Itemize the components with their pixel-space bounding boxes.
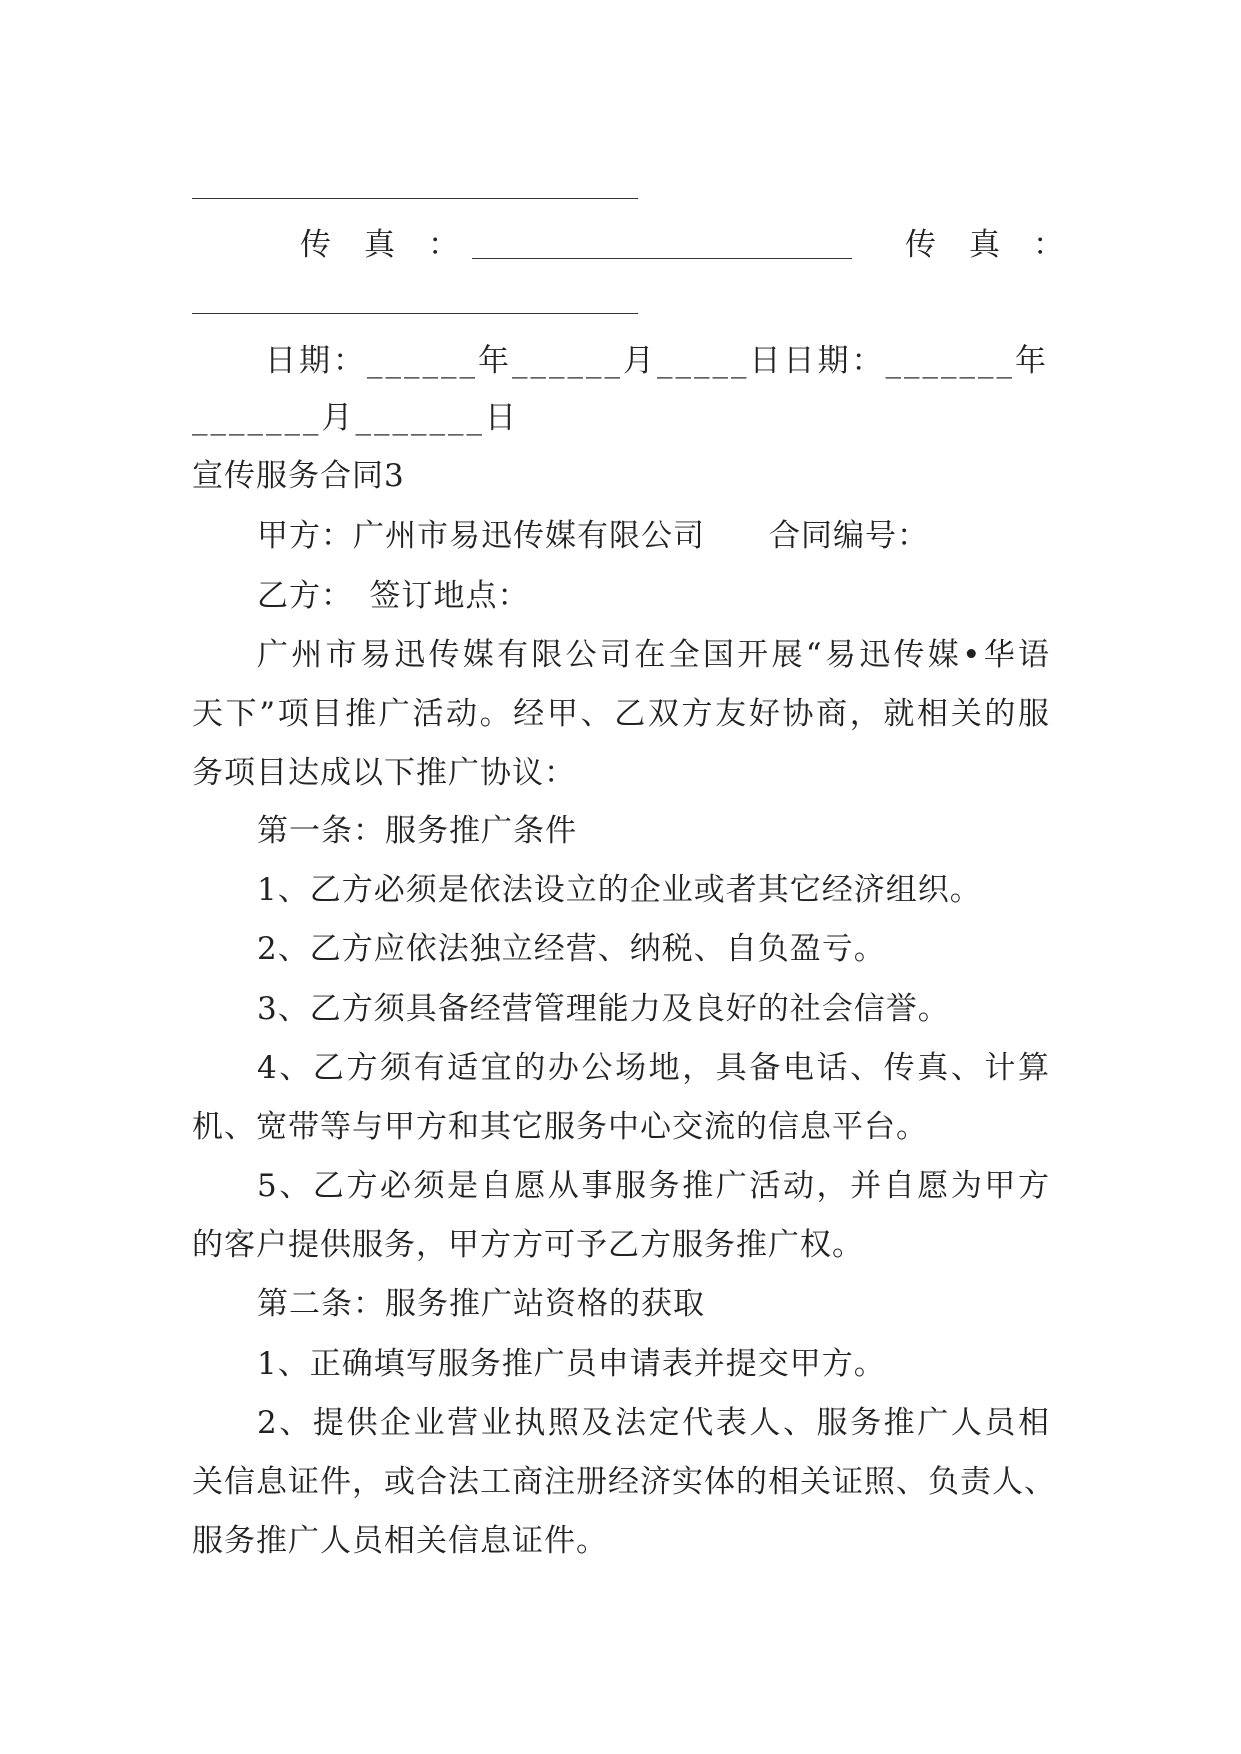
blank-line-2 [192, 313, 638, 314]
article-1-item-1: 1、乙方必须是依法设立的企业或者其它经济组织。 [257, 872, 982, 908]
article-2-item-2-line-1: 2、提供企业营业执照及法定代表人、服务推广人员相 [257, 1405, 1050, 1441]
blank-line-1 [192, 198, 638, 199]
article-1-item-5-line-1: 5、乙方必须是自愿从事服务推广活动，并自愿为甲方 [257, 1168, 1050, 1204]
fax-blank-left [472, 258, 852, 259]
article-1-item-4-line-2: 机、宽带等与甲方和其它服务中心交流的信息平台。 [192, 1109, 928, 1145]
intro-line-3: 务项目达成以下推广协议： [192, 755, 576, 791]
fax-label-left: 传 真 ： [300, 227, 460, 263]
article-1-item-5-line-2: 的客户提供服务，甲方方可予乙方服务推广权。 [192, 1227, 864, 1263]
article-2-item-1: 1、正确填写服务推广员申请表并提交甲方。 [257, 1346, 886, 1382]
article-2-title: 第二条：服务推广站资格的获取 [257, 1286, 705, 1322]
intro-line-1: 广州市易迅传媒有限公司在全国开展“易迅传媒•华语 [257, 637, 1050, 673]
party-b-line: 乙方： 签订地点： [257, 578, 530, 614]
article-1-title: 第一条：服务推广条件 [257, 813, 577, 849]
contract-title: 宣传服务合同3 [192, 458, 405, 494]
article-2-item-2-line-3: 服务推广人员相关信息证件。 [192, 1523, 608, 1559]
date-line-2: _______月_______日 [192, 400, 519, 436]
article-1-item-3: 3、乙方须具备经营管理能力及良好的社会信誉。 [257, 991, 950, 1027]
article-1-item-4-line-1: 4、乙方须有适宜的办公场地，具备电话、传真、计算 [257, 1050, 1050, 1086]
party-a-line: 甲方：广州市易迅传媒有限公司 合同编号： [257, 518, 929, 554]
intro-line-2: 天下”项目推广活动。经甲、乙双方友好协商，就相关的服 [192, 696, 1050, 732]
article-2-item-2-line-2: 关信息证件，或合法工商注册经济实体的相关证照、负责人、 [192, 1464, 1056, 1500]
fax-label-right: 传 真 ： [905, 227, 1065, 263]
date-line-1: 日期：______年______月_____日日期：_______年 [265, 343, 1049, 379]
article-1-item-2: 2、乙方应依法独立经营、纳税、自负盈亏。 [257, 931, 886, 967]
